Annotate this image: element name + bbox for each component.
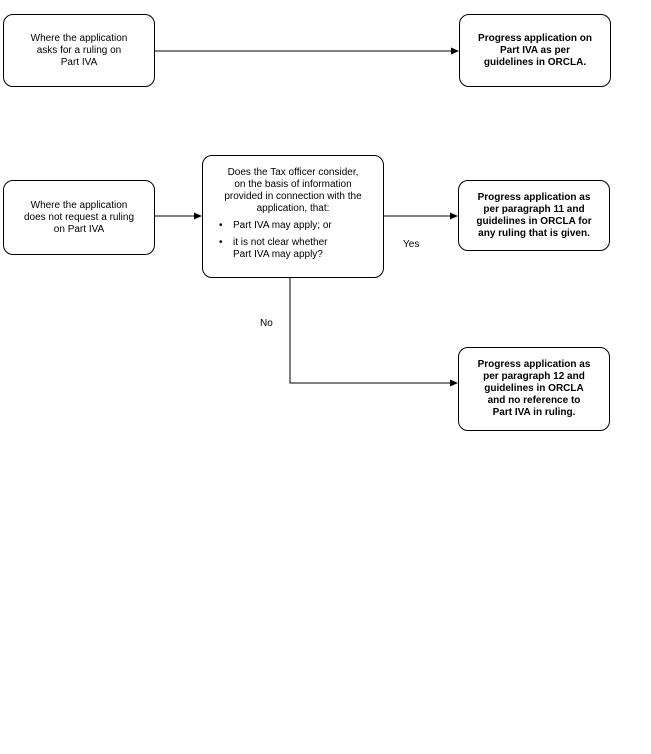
node-text-line: • it is not clear whether (233, 237, 328, 248)
node-text-line: asks for a ruling on (36, 44, 122, 56)
node-text-line: Does the Tax officer consider, (227, 167, 359, 178)
arrow-decision-no (290, 278, 457, 383)
decision-question (203, 167, 383, 215)
node-text-line: per paragraph 11 and (483, 203, 585, 215)
node-text-line: Part IVA in ruling. (492, 407, 576, 418)
node-progress-part-iva (459, 14, 611, 87)
node-text-line: Part IVA as per (499, 44, 571, 56)
node-decision-tax-officer (202, 155, 384, 278)
node-text-line: guidelines in ORCLA for (476, 215, 592, 227)
edge-label-no: No (260, 318, 273, 329)
node-text-line: any ruling that is given. (478, 227, 590, 239)
decision-options (203, 220, 383, 266)
node-text-line: application, that: (256, 203, 330, 214)
node-text-line: Progress application as (477, 191, 591, 203)
decision-option (219, 220, 383, 232)
node-asks-for-ruling (3, 14, 155, 87)
node-text-line: Where the application (30, 199, 128, 211)
node-does-not-request-ruling (3, 180, 155, 255)
node-text-line: on Part IVA (53, 223, 105, 235)
node-text-line: guidelines in ORCLA. (483, 56, 587, 68)
node-text-line: does not request a ruling (23, 211, 135, 223)
node-text-line: guidelines in ORCLA (484, 383, 584, 394)
node-text-line: • Part IVA may apply; or (233, 220, 332, 231)
node-text-line: Part IVA may apply? (233, 249, 323, 260)
node-text-line: Where the application (30, 32, 128, 44)
node-text-line: Part IVA (60, 56, 98, 68)
node-progress-paragraph-12 (458, 347, 610, 431)
edge-label-yes: Yes (403, 239, 420, 250)
decision-option (219, 237, 383, 261)
node-text-line: provided in connection with the (224, 191, 362, 202)
node-progress-paragraph-11 (458, 180, 610, 251)
node-text-line: Progress application as (477, 359, 591, 370)
node-text-line: and no reference to (487, 395, 581, 406)
node-text-line: Progress application on (478, 32, 592, 44)
node-text-line: on the basis of information (234, 179, 352, 190)
node-text-line: per paragraph 12 and (483, 371, 585, 382)
